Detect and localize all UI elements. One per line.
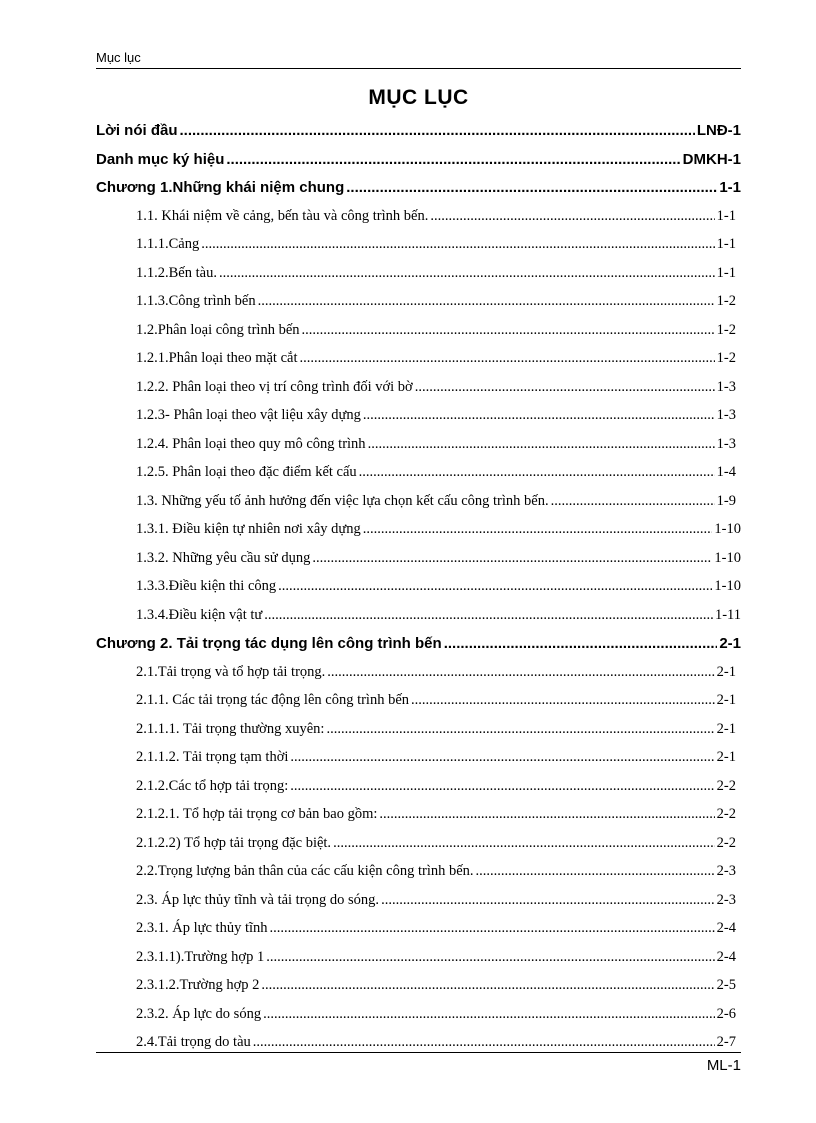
toc-entry-page: 2-2: [716, 806, 736, 822]
toc-entry-page: 1-10: [714, 549, 741, 566]
toc-dot-leader: [476, 863, 715, 880]
toc-section-entry: [96, 578, 741, 607]
toc-dot-leader: [379, 806, 714, 823]
toc-entry-page: 1-11: [714, 606, 741, 623]
toc-entry-label: 1.3.3.Điều kiện thi công: [136, 578, 277, 594]
toc-section-entry: [96, 835, 741, 864]
toc-entry-label: 2.1.1. Các tải trọng tác động lên công trình bến: [136, 692, 410, 708]
toc-entry-label: 1.2.1.Phân loại theo mặt cắt: [136, 350, 298, 366]
toc-dot-leader: [411, 692, 715, 709]
toc-chapter-entry: [96, 122, 741, 151]
toc-section-entry: [96, 778, 741, 807]
toc-entry-page: 1-3: [716, 435, 736, 452]
toc-entry-page: 2-6: [716, 1005, 736, 1022]
toc-section-entry: [96, 920, 741, 949]
toc-entry-page: 1-10: [714, 521, 741, 537]
toc-entry-label: 2.1.Tải trọng và tổ hợp tải trọng.: [136, 663, 326, 680]
toc-dot-leader: [326, 721, 714, 738]
toc-entry-page: 1-9: [716, 492, 736, 509]
toc-dot-leader: [278, 578, 712, 595]
toc-entry-page: 1-2: [716, 293, 736, 309]
toc-entry-label: 1.3.4.Điều kiện vật tư: [136, 606, 263, 623]
toc-entry-label: 2.1.1.1. Tải trọng thường xuyên:: [136, 720, 325, 737]
toc-entry-label: 1.2.4. Phân loại theo quy mô công trình: [136, 435, 366, 452]
toc-entry-label: 1.1.3.Công trình bến: [136, 293, 256, 309]
toc-entry-page: 2-2: [716, 834, 736, 851]
toc-entry-label: Chương 1.Những khái niệm chung: [96, 179, 345, 196]
toc-entry-label: Danh mục ký hiệu: [96, 150, 225, 168]
toc-dot-leader: [226, 151, 680, 168]
toc-section-entry: [96, 721, 741, 750]
toc-entry-label: 1.1.2.Bến tàu.: [136, 264, 217, 281]
footer-divider: [96, 1052, 741, 1053]
toc-dot-leader: [201, 236, 714, 253]
toc-entry-page: 1-2: [716, 350, 736, 366]
toc-section-entry: [96, 977, 741, 1006]
toc-entry-page: 1-3: [716, 378, 736, 395]
toc-entry-label: 2.2.Trọng lượng bản thân của các cấu kiện công trình bến.: [136, 863, 474, 879]
toc-dot-leader: [381, 892, 715, 909]
toc-dot-leader: [263, 1006, 715, 1023]
toc-section-entry: [96, 265, 741, 294]
toc-dot-leader: [290, 749, 714, 766]
toc-dot-leader: [363, 407, 715, 424]
toc-entry-label: 2.1.2.1. Tổ hợp tải trọng cơ bản bao gồm:: [136, 806, 378, 822]
toc-entry-label: 2.1.2.Các tổ hợp tải trọng:: [136, 777, 289, 794]
toc-chapter-entry: [96, 179, 741, 208]
toc-chapter-entry: [96, 635, 741, 664]
toc-section-entry: [96, 749, 741, 778]
toc-dot-leader: [363, 521, 713, 538]
toc-section-entry: [96, 293, 741, 322]
toc-entry-page: 2-5: [716, 977, 736, 993]
toc-entry-page: 2-1: [716, 720, 736, 737]
toc-dot-leader: [180, 122, 695, 139]
toc-dot-leader: [368, 436, 715, 453]
toc-entry-page: 2-7: [716, 1034, 736, 1050]
toc-entry-page: 1-1: [716, 264, 736, 281]
toc-dot-leader: [261, 977, 714, 994]
toc-entry-page: 1-2: [716, 321, 736, 338]
toc-entry-label: 1.1. Khái niệm về cảng, bến tàu và công trình bến.: [136, 207, 429, 224]
toc-section-entry: [96, 407, 741, 436]
running-header: Mục lục: [96, 50, 141, 65]
toc-entry-page: 2-1: [719, 635, 741, 652]
header-divider: [96, 68, 741, 69]
toc-dot-leader: [302, 322, 715, 339]
toc-entry-page: 2-4: [716, 948, 736, 965]
toc-entry-label: 2.3.1.1).Trường hợp 1: [136, 948, 265, 965]
toc-entry-page: DMKH-1: [682, 150, 741, 168]
toc-entry-page: 1-1: [719, 179, 741, 196]
toc-section-entry: [96, 550, 741, 579]
toc-entry-page: 1-1: [716, 207, 736, 224]
toc-entry-label: 2.3.2. Áp lực do sóng: [136, 1005, 262, 1022]
toc-dot-leader: [359, 464, 715, 481]
toc-section-entry: [96, 493, 741, 522]
toc-entry-page: 1-3: [716, 407, 736, 423]
toc-section-entry: [96, 350, 741, 379]
toc-dot-leader: [299, 350, 714, 367]
toc-entry-label: Lời nói đầu: [96, 122, 178, 139]
toc-dot-leader: [333, 835, 715, 852]
toc-section-entry: [96, 436, 741, 465]
toc-entry-page: LNĐ-1: [696, 122, 741, 139]
toc-entry-page: 2-4: [716, 920, 736, 936]
toc-section-entry: [96, 806, 741, 835]
toc-entry-page: 2-3: [716, 863, 736, 879]
toc-entry-page: 1-4: [716, 464, 736, 480]
toc-dot-leader: [253, 1034, 715, 1051]
toc-dot-leader: [327, 664, 714, 681]
toc-dot-leader: [264, 607, 713, 624]
toc-section-entry: [96, 949, 741, 978]
toc-entry-label: 1.2.2. Phân loại theo vị trí công trình đối với bờ: [136, 378, 413, 395]
table-of-contents: [96, 122, 741, 1063]
toc-entry-label: 2.4.Tải trọng do tàu: [136, 1034, 251, 1050]
toc-dot-leader: [444, 635, 718, 652]
toc-section-entry: [96, 692, 741, 721]
toc-section-entry: [96, 464, 741, 493]
toc-entry-page: 2-2: [716, 777, 736, 794]
toc-entry-page: 2-3: [716, 891, 736, 908]
toc-dot-leader: [270, 920, 715, 937]
toc-entry-label: 2.3.1. Áp lực thủy tĩnh: [136, 920, 268, 936]
toc-dot-leader: [430, 208, 714, 225]
toc-entry-page: 2-1: [716, 749, 736, 765]
toc-section-entry: [96, 521, 741, 550]
toc-entry-label: 1.3. Những yếu tố ảnh hưởng đến việc lựa chọn kết cấu công trình bến.: [136, 492, 549, 509]
toc-entry-page: 1-1: [716, 236, 736, 252]
toc-entry-page: 2-1: [716, 663, 736, 680]
toc-section-entry: [96, 892, 741, 921]
toc-entry-label: 2.1.1.2. Tải trọng tạm thời: [136, 749, 289, 765]
toc-entry-label: 1.3.2. Những yêu cầu sử dụng: [136, 549, 311, 566]
toc-section-entry: [96, 379, 741, 408]
toc-dot-leader: [219, 265, 715, 282]
toc-chapter-entry: [96, 151, 741, 180]
toc-dot-leader: [312, 550, 712, 567]
toc-section-entry: [96, 607, 741, 636]
toc-entry-page: 1-10: [714, 578, 741, 594]
toc-section-entry: [96, 322, 741, 351]
toc-section-entry: [96, 664, 741, 693]
toc-section-entry: [96, 236, 741, 265]
toc-dot-leader: [346, 179, 717, 196]
toc-entry-label: 1.2.5. Phân loại theo đặc điểm kết cấu: [136, 464, 357, 480]
toc-dot-leader: [258, 293, 715, 310]
toc-dot-leader: [266, 949, 714, 966]
toc-entry-label: 2.1.2.2) Tổ hợp tải trọng đặc biệt.: [136, 834, 332, 851]
toc-entry-label: 1.2.3- Phân loại theo vật liệu xây dựng: [136, 407, 361, 423]
page-title: MỤC LỤC: [368, 86, 469, 109]
toc-entry-label: 1.2.Phân loại công trình bến: [136, 321, 300, 338]
toc-section-entry: [96, 863, 741, 892]
toc-entry-label: 1.3.1. Điều kiện tự nhiên nơi xây dựng: [136, 521, 361, 537]
page-number: ML-1: [706, 1057, 741, 1074]
toc-entry-label: 2.3. Áp lực thủy tĩnh và tải trọng do sóng.: [136, 891, 380, 908]
toc-dot-leader: [290, 778, 714, 795]
toc-entry-label: 2.3.1.2.Trường hợp 2: [136, 977, 260, 993]
toc-entry-label: Chương 2. Tải trọng tác dụng lên công trình bến: [96, 635, 442, 652]
toc-entry-label: 1.1.1.Cảng: [136, 236, 200, 252]
toc-entry-page: 2-1: [716, 692, 736, 708]
toc-dot-leader: [415, 379, 715, 396]
toc-dot-leader: [551, 493, 715, 510]
toc-section-entry: [96, 1006, 741, 1035]
toc-section-entry: [96, 208, 741, 237]
